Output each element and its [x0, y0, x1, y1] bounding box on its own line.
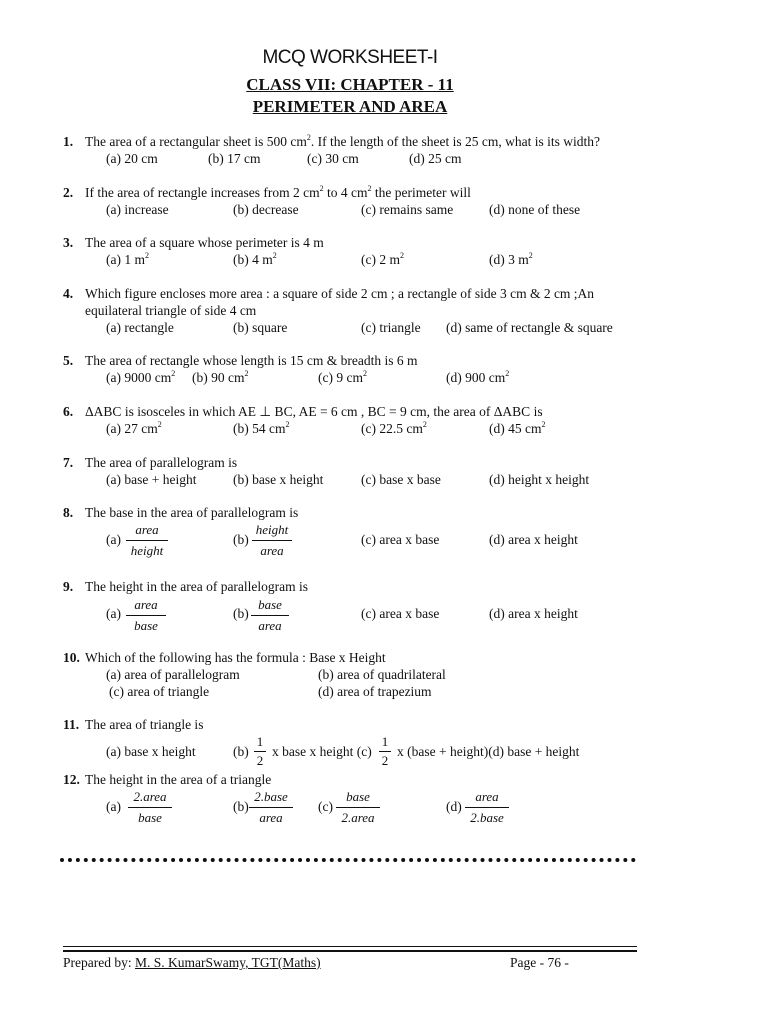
- option-d: (d) none of these: [489, 202, 581, 217]
- question-text: Which figure encloses more area : a square of side 2 cm ; a rectangle of side 3 cm & 2 cm ;An: [85, 286, 595, 301]
- option-c: (c) triangle: [361, 320, 421, 335]
- question-text: The area of a square whose perimeter is 4 m: [85, 235, 324, 250]
- question-number: 10.: [63, 650, 80, 665]
- fraction: area height: [126, 522, 168, 559]
- dotted-divider: [60, 858, 636, 862]
- footer-prepared-by: Prepared by: M. S. KumarSwamy, TGT(Maths): [63, 955, 321, 970]
- question-number: 8.: [63, 505, 74, 520]
- question-number: 5.: [63, 353, 74, 368]
- option-d: (d) same of rectangle & square: [446, 320, 613, 335]
- question-text: The height in the area of parallelogram is: [85, 579, 309, 594]
- topic-heading: PERIMETER AND AREA: [252, 97, 448, 116]
- fraction: $\frac{1}{2}$: [379, 734, 391, 769]
- fraction: 2.area base: [128, 789, 172, 826]
- option-b: (b) 17 cm: [208, 151, 261, 166]
- question-text: The area of rectangle whose length is 15 cm & breadth is 6 m: [85, 353, 418, 368]
- author-name: M. S. KumarSwamy, TGT(Maths): [134, 955, 321, 970]
- question-number: 11.: [63, 717, 80, 732]
- fraction: area base: [126, 597, 166, 634]
- option-b: (b) 4 $m^2$: [233, 251, 277, 267]
- option-a: (a): [106, 799, 121, 814]
- question-number: 2.: [63, 185, 74, 200]
- fraction: height area: [252, 522, 292, 559]
- option-c: (c) area x base: [361, 532, 440, 547]
- question-text-line2: equilateral triangle of side 4 cm: [85, 303, 257, 318]
- option-a: (a) base x height: [106, 744, 196, 759]
- footer-rule: [63, 946, 637, 947]
- question-number: 6.: [63, 404, 74, 419]
- option-d: (d) height x height: [489, 472, 590, 487]
- option-a: (a) base + height: [106, 472, 197, 487]
- option-b: (b): [233, 799, 249, 814]
- option-d: (d) 3 $m^2$: [489, 251, 533, 267]
- question-number: 7.: [63, 455, 74, 470]
- question-text: The area of triangle is: [85, 717, 204, 732]
- option-b: (b) 54 $cm^2$: [233, 420, 290, 436]
- question-number: 9.: [63, 579, 74, 594]
- option-c: (c) area x base: [361, 606, 440, 621]
- fraction: base area: [251, 597, 289, 634]
- question-number: 3.: [63, 235, 74, 250]
- option-b: (b): [233, 606, 249, 621]
- option-b: (b) decrease: [233, 202, 299, 217]
- option-c: (c) 30 cm: [307, 151, 359, 166]
- option-c: (c) area of triangle: [109, 684, 210, 699]
- fraction: $\frac{1}{2}$: [254, 734, 266, 769]
- question-text: The area of parallelogram is: [85, 455, 238, 470]
- option-b-label: (b): [233, 744, 249, 759]
- question-text: ΔABC is isosceles in which AE ⊥ BC, AE = 6 cm , BC = 9 cm, the area of ΔABC is: [85, 404, 543, 419]
- footer-rule-thick: [63, 950, 637, 952]
- option-c: (c) remains same: [361, 202, 454, 217]
- option-d: (d) 45 $cm^2$: [489, 420, 546, 436]
- option-a: (a) 1 $m^2$: [106, 251, 149, 267]
- option-a: (a): [106, 532, 121, 547]
- option-d: (d) 25 cm: [409, 151, 462, 166]
- option-c: (c) base x base: [361, 472, 441, 487]
- question-number: 4.: [63, 286, 74, 301]
- fraction: area 2.base: [465, 789, 509, 826]
- option-d: (d) area x height: [489, 532, 578, 547]
- option-c: (c) 9 $cm^2$: [318, 369, 367, 385]
- option-c: (c) 22.5 $cm^2$: [361, 420, 427, 436]
- question-text: If the area of rectangle increases from 2 $cm^2$ to 4 $cm^2$ the perimeter will: [85, 184, 471, 200]
- option-b: (b) 90 $cm^2$: [192, 369, 249, 385]
- option-d: (d): [446, 799, 462, 814]
- class-chapter-heading: CLASS VII: CHAPTER - 11: [246, 75, 454, 94]
- option-b-text: x base x height (c): [272, 744, 372, 759]
- option-d: (d) area x height: [489, 606, 578, 621]
- option-a: (a) 20 cm: [106, 151, 158, 166]
- option-b: (b) square: [233, 320, 288, 335]
- option-a: (a) rectangle: [106, 320, 174, 335]
- option-b: (b): [233, 532, 249, 547]
- option-d: (d) 900 $cm^2$: [446, 369, 510, 385]
- question-number: 1.: [63, 134, 74, 149]
- worksheet-title: MCQ WORKSHEET-I: [262, 47, 438, 68]
- question-number: 12.: [63, 772, 80, 787]
- question-text: The base in the area of parallelogram is: [85, 505, 299, 520]
- option-b: (b) base x height: [233, 472, 324, 487]
- option-a: (a) 27 $cm^2$: [106, 420, 162, 436]
- option-c: (c) 2 $m^2$: [361, 251, 404, 267]
- option-d: (d) area of trapezium: [318, 684, 432, 699]
- option-a: (a) increase: [106, 202, 169, 217]
- fraction: base 2.area: [336, 789, 380, 826]
- option-c: (c): [318, 799, 333, 814]
- question-text: The area of a rectangular sheet is 500 $cm^2$. If the length of the sheet is 25 cm, what is its width?: [85, 133, 600, 149]
- question-text: The height in the area of a triangle: [85, 772, 272, 787]
- option-a: (a): [106, 606, 121, 621]
- option-a: (a) 9000 $cm^2$: [106, 369, 176, 385]
- option-c-d-text: x (base + height)(d) base + height: [397, 744, 580, 759]
- fraction: 2.base area: [249, 789, 293, 826]
- option-a: (a) area of parallelogram: [106, 667, 240, 682]
- question-text: Which of the following has the formula : Base x Height: [85, 650, 386, 665]
- page-number: Page - 76 -: [510, 955, 569, 970]
- option-b: (b) area of quadrilateral: [318, 667, 446, 682]
